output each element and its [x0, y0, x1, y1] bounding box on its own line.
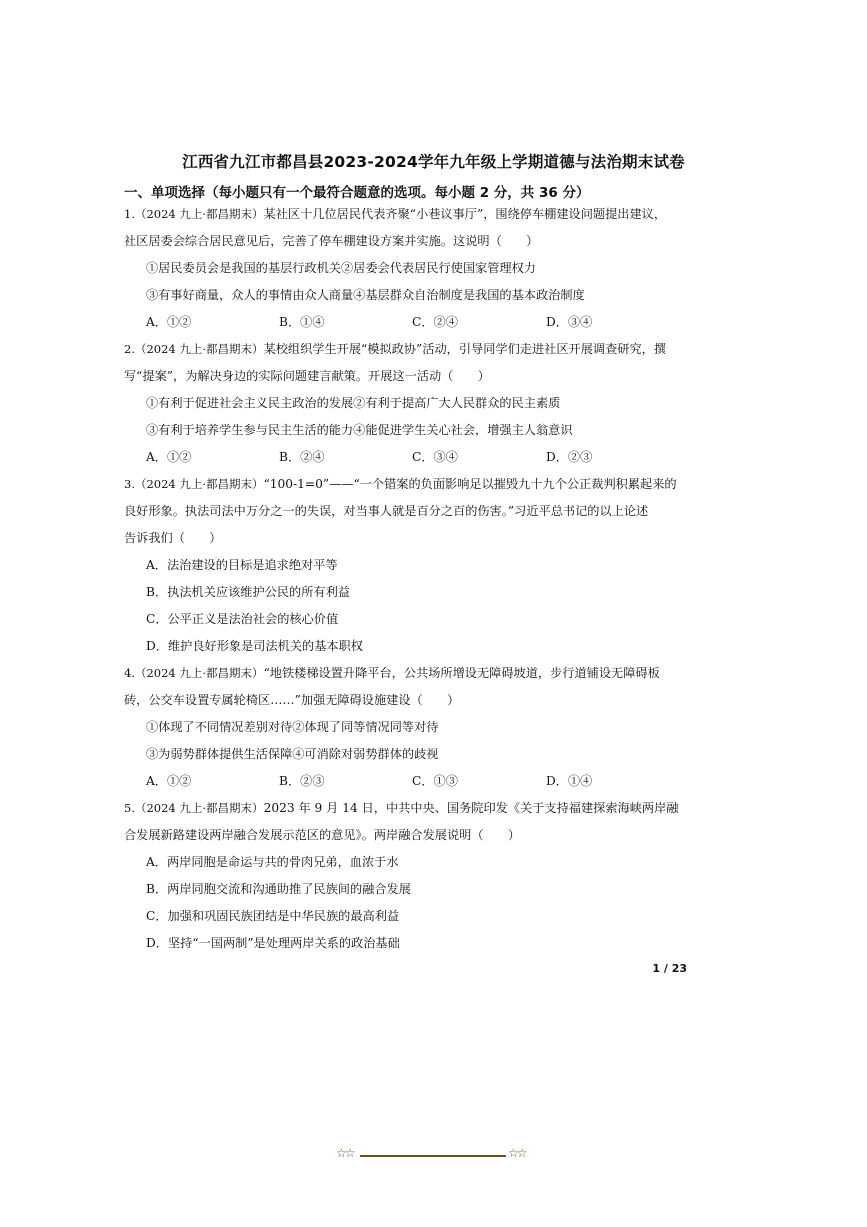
question-5-line-2: 合发展新路建设两岸融合发展示范区的意见》。两岸融合发展说明（ ） [124, 828, 521, 842]
question-1-option-a: A．①② [146, 315, 192, 329]
footer-ornament [0, 1146, 867, 1166]
footer-rule [360, 1155, 506, 1157]
question-1-option-c: C．②④ [412, 315, 458, 329]
question-1-line-1 [124, 205, 666, 223]
question-4-line-1 [124, 664, 660, 682]
question-2-option-c: C．③④ [412, 450, 458, 464]
document-title: 江西省九江市都昌县2023-2024学年九年级上学期道德与法治期末试卷 [182, 153, 685, 171]
star-icon: ☆☆ [336, 1146, 354, 1160]
question-1-options [146, 313, 646, 331]
question-2-option-a: A．①② [146, 450, 192, 464]
question-2-option-d: D．②③ [546, 450, 593, 464]
question-4-text-1: “地铁楼梯设置升降平台，公共场所增设无障碍坡道，步行道铺设无障碍板 [263, 666, 660, 680]
question-4-prefix: 4.（2024 九上·都昌期末） [124, 666, 264, 680]
question-1-item-1: ①居民委员会是我国的基层行政机关②居委会代表居民行使国家管理权力 [146, 261, 536, 275]
question-4-option-b: B．②③ [279, 774, 325, 788]
question-5-text-1: 2023 年 9 月 14 日，中共中央、国务院印发《关于支持福建探索海峡两岸融 [263, 801, 679, 815]
question-3-option-a: A．法治建设的目标是追求绝对平等 [146, 558, 338, 572]
question-4-option-d: D．①④ [546, 774, 593, 788]
question-4-line-2: 砖，公交车设置专属轮椅区……”加强无障碍设施建设（ ） [124, 693, 460, 707]
section-heading: 一、单项选择（每小题只有一个最符合题意的选项。每小题 2 分，共 36 分） [124, 185, 590, 201]
question-3-line-1 [124, 475, 677, 493]
question-3-option-b: B．执法机关应该维护公民的所有利益 [146, 585, 350, 599]
question-1-prefix: 1.（2024 九上·都昌期末） [124, 207, 264, 221]
question-5-line-1 [124, 799, 678, 817]
question-2-options [146, 448, 646, 466]
question-5-option-d: D．坚持“一国两制”是处理两岸关系的政治基础 [146, 936, 400, 950]
question-3-option-d: D．维护良好形象是司法机关的基本职权 [146, 639, 363, 653]
question-2-line-2: 写“提案”，为解决身边的实际问题建言献策。开展这一活动（ ） [124, 369, 490, 383]
question-2-item-1: ①有利于促进社会主义民主政治的发展②有利于提高广大人民群众的民主素质 [146, 396, 561, 410]
question-1-option-b: B．①④ [279, 315, 325, 329]
question-1-text-1: 某社区十几位居民代表齐聚“小巷议事厅”，围绕停车棚建设问题提出建议， [263, 207, 667, 221]
question-2-line-1 [124, 340, 666, 358]
question-4-item-2: ③为弱势群体提供生活保障④可消除对弱势群体的歧视 [146, 747, 439, 761]
question-5-option-c: C．加强和巩固民族团结是中华民族的最高利益 [146, 909, 400, 923]
question-2-option-b: B．②④ [279, 450, 325, 464]
question-5-option-b: B．两岸同胞交流和沟通助推了民族间的融合发展 [146, 882, 411, 896]
question-1-option-d: D．③④ [546, 315, 593, 329]
question-3-line-3: 告诉我们（ ） [124, 531, 222, 545]
question-3-text-1: “100-1=0”——“一个错案的负面影响足以摧毁九十九个公正裁判积累起来的 [263, 477, 677, 491]
question-4-options [146, 772, 646, 790]
question-3-prefix: 3.（2024 九上·都昌期末） [124, 477, 264, 491]
page-number: 1 / 23 [652, 962, 687, 975]
question-1-item-2: ③有事好商量，众人的事情由众人商量④基层群众自治制度是我国的基本政治制度 [146, 288, 585, 302]
star-icon: ☆☆ [508, 1146, 526, 1160]
question-2-text-1: 某校组织学生开展“模拟政协”活动，引导同学们走进社区开展调查研究，撰 [263, 342, 667, 356]
question-2-item-2: ③有利于培养学生参与民主生活的能力④能促进学生关心社会，增强主人翁意识 [146, 423, 573, 437]
question-2-prefix: 2.（2024 九上·都昌期末） [124, 342, 264, 356]
question-4-option-c: C．①③ [412, 774, 458, 788]
question-4-option-a: A．①② [146, 774, 192, 788]
question-5-option-a: A．两岸同胞是命运与共的骨肉兄弟，血浓于水 [146, 855, 399, 869]
question-1-line-2: 社区居委会综合居民意见后，完善了停车棚建设方案并实施。这说明（ ） [124, 234, 539, 248]
question-5-prefix: 5.（2024 九上·都昌期末） [124, 801, 264, 815]
question-3-option-c: C．公平正义是法治社会的核心价值 [146, 612, 339, 626]
question-3-line-2: 良好形象。执法司法中万分之一的失误，对当事人就是百分之百的伤害。”习近平总书记的以上论述 [124, 504, 649, 518]
question-4-item-1: ①体现了不同情况差别对待②体现了同等情况同等对待 [146, 720, 439, 734]
